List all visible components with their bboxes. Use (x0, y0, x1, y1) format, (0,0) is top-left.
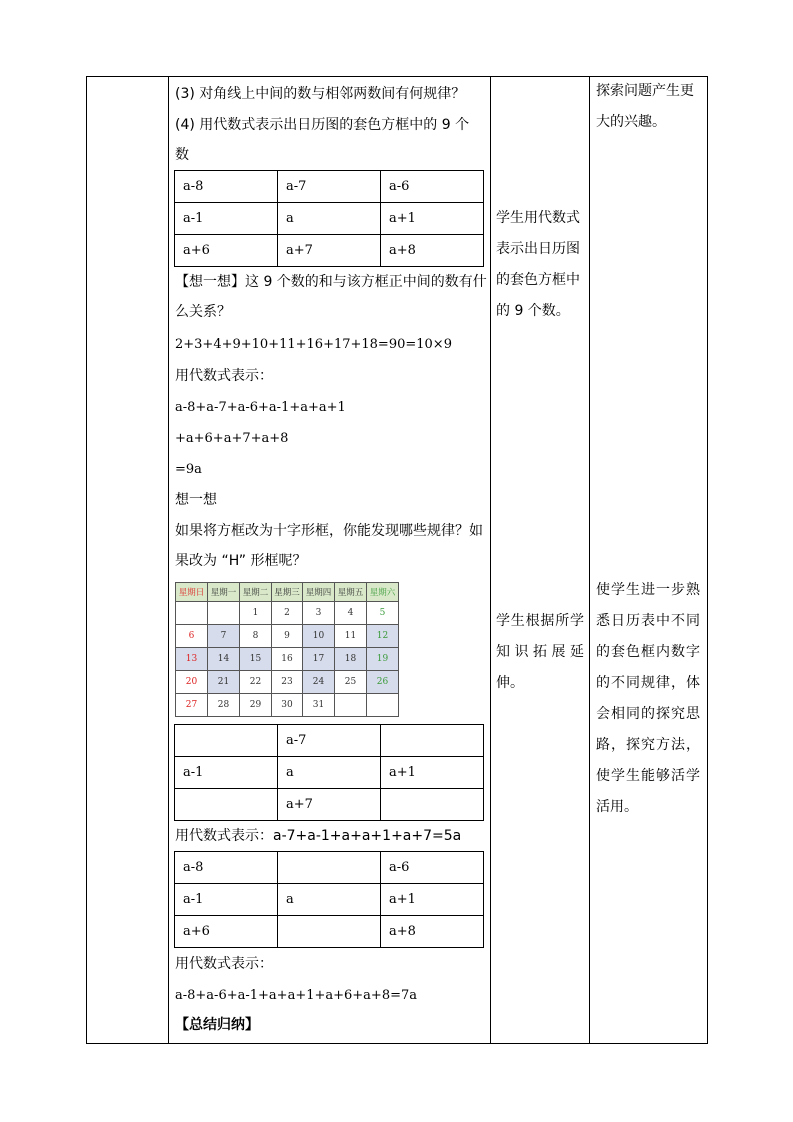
h-table (174, 851, 484, 948)
cell: a+1 (381, 757, 484, 789)
expr-line-1: a-8+a-7+a-6+a-1+a+a+1 (175, 400, 346, 415)
cell: a+6 (175, 916, 278, 948)
calendar-day (367, 694, 399, 717)
design-intent-2: 使学生进一步熟悉日历表中不同的套色框内数字的不同规律，体会相同的探究思路，探究方法，使学生能够活学活用。 (596, 582, 700, 815)
calendar-header-cell: 星期四 (303, 583, 335, 602)
col-border-3 (490, 76, 491, 1043)
calendar-day: 13 (176, 648, 208, 671)
cell: a-1 (175, 884, 278, 916)
calendar-day: 14 (208, 648, 240, 671)
calendar-header-cell: 星期二 (240, 583, 272, 602)
cell: a-6 (381, 852, 484, 884)
calendar-day: 2 (272, 602, 303, 625)
calendar-header-row (176, 583, 399, 602)
question-3: (3) 对角线上中间的数与相邻两数间有何规律？ (175, 86, 466, 102)
calendar-day: 1 (240, 602, 272, 625)
calendar-day: 24 (303, 671, 335, 694)
calendar-row (176, 602, 399, 625)
cell: a-7 (278, 171, 381, 203)
cell: a-8 (175, 852, 278, 884)
cell (381, 789, 484, 821)
table-row (175, 725, 484, 757)
question-cross-line2: 果改为 “H” 形框呢？ (175, 553, 307, 569)
question-4-line2: 数 (175, 147, 189, 163)
design-intent-1: 探索问题产生更大的兴趣。 (596, 83, 694, 130)
col-border-2 (168, 76, 169, 1043)
calendar-day: 28 (208, 694, 240, 717)
calendar-day: 25 (335, 671, 367, 694)
table-row (175, 203, 484, 235)
student-activity-2: 学生根据所学知识拓展延伸。 (496, 613, 584, 691)
calendar-day: 10 (303, 625, 335, 648)
square-table (174, 170, 484, 267)
calendar-day: 9 (272, 625, 303, 648)
calendar-day: 3 (303, 602, 335, 625)
calendar-row (176, 694, 399, 717)
table-row (175, 852, 484, 884)
cell (175, 725, 278, 757)
expr-line-2: +a+6+a+7+a+8 (175, 431, 289, 446)
think-line1: 【想一想】这 9 个数的和与该方框正中间的数有什 (175, 274, 487, 290)
calendar-day: 4 (335, 602, 367, 625)
cell: a-6 (381, 171, 484, 203)
calendar-day: 12 (367, 625, 399, 648)
col-border-4 (589, 76, 590, 1043)
algebra-label-2: 用代数式表示： (175, 956, 273, 972)
cell: a+8 (381, 235, 484, 267)
calendar-day: 31 (303, 694, 335, 717)
question-cross-line1: 如果将方框改为十字形框，你能发现哪些规律？如 (175, 523, 483, 539)
cell: a-1 (175, 203, 278, 235)
calendar-day: 27 (176, 694, 208, 717)
table-row (175, 235, 484, 267)
cell: a+1 (381, 884, 484, 916)
calendar-day: 11 (335, 625, 367, 648)
table-row (175, 916, 484, 948)
calendar-row (176, 671, 399, 694)
table-row (175, 757, 484, 789)
calendar-row (176, 625, 399, 648)
sum-numbers: 2+3+4+9+10+11+16+17+18=90=10×9 (175, 337, 452, 352)
calendar-day: 22 (240, 671, 272, 694)
table-row (175, 171, 484, 203)
calendar-day: 18 (335, 648, 367, 671)
cell: a+8 (381, 916, 484, 948)
calendar-day: 17 (303, 648, 335, 671)
cell: a+1 (381, 203, 484, 235)
calendar-day: 8 (240, 625, 272, 648)
calendar-header-cell: 星期五 (335, 583, 367, 602)
calendar-day: 15 (240, 648, 272, 671)
cross-expression: 用代数式表示：a-7+a-1+a+a+1+a+7=5a (175, 828, 462, 844)
col-border-1 (86, 76, 87, 1043)
calendar-image (175, 582, 399, 717)
cell: a-1 (175, 757, 278, 789)
calendar-day: 30 (272, 694, 303, 717)
think-2: 想一想 (175, 492, 217, 508)
cell (381, 725, 484, 757)
table-row (175, 789, 484, 821)
calendar-day (335, 694, 367, 717)
cell: a-7 (278, 725, 381, 757)
cell: a (278, 757, 381, 789)
calendar-day: 26 (367, 671, 399, 694)
cell (175, 789, 278, 821)
calendar-day: 6 (176, 625, 208, 648)
h-expression: a-8+a-6+a-1+a+a+1+a+6+a+8=7a (175, 988, 418, 1003)
cell: a+6 (175, 235, 278, 267)
question-4-line1: (4) 用代数式表示出日历图的套色方框中的 9 个 (175, 117, 470, 133)
calendar-day: 23 (272, 671, 303, 694)
summary-heading: 【总结归纳】 (175, 1017, 259, 1033)
calendar-header-cell: 星期日 (176, 583, 208, 602)
algebra-label-1: 用代数式表示： (175, 368, 273, 384)
cell: a (278, 203, 381, 235)
calendar-day: 5 (367, 602, 399, 625)
table-row (175, 884, 484, 916)
calendar-header-cell: 星期六 (367, 583, 399, 602)
cell (278, 852, 381, 884)
student-activity-1: 学生用代数式表示出日历图的套色方框中的 9 个数。 (496, 210, 580, 319)
table-bottom-border (86, 1043, 708, 1044)
calendar-header-cell: 星期三 (272, 583, 303, 602)
calendar-row (176, 648, 399, 671)
cell (278, 916, 381, 948)
expr-line-3: =9a (175, 462, 202, 477)
cell: a+7 (278, 789, 381, 821)
calendar-day: 20 (176, 671, 208, 694)
cell: a+7 (278, 235, 381, 267)
calendar-day: 7 (208, 625, 240, 648)
cross-table (174, 724, 484, 821)
cell: a-8 (175, 171, 278, 203)
col-border-5 (707, 76, 708, 1043)
cell: a (278, 884, 381, 916)
calendar-day: 19 (367, 648, 399, 671)
calendar-day: 16 (272, 648, 303, 671)
calendar-day: 21 (208, 671, 240, 694)
calendar-day (176, 602, 208, 625)
think-line2: 么关系？ (175, 304, 231, 320)
calendar-header-cell: 星期一 (208, 583, 240, 602)
calendar-day (208, 602, 240, 625)
calendar-day: 29 (240, 694, 272, 717)
